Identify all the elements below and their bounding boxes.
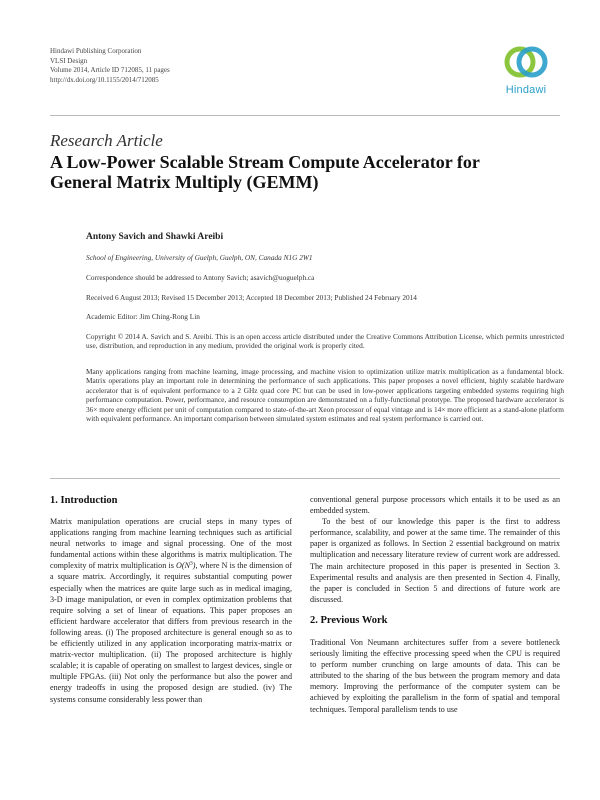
intro-text-a: Matrix manipulation operations are crucial steps in many types of applications ranging from machine learning techniques such as artificial neural networks to image and signal processing. One of the most fundamental actions within these algorithms is matrix multiplication. The complexity of matrix multiplication is xyxy=(50,517,292,571)
volume-info: Volume 2014, Article ID 712085, 11 pages xyxy=(50,66,170,74)
introduction-heading: 1. Introduction xyxy=(50,495,118,506)
publisher-name: Hindawi Publishing Corporation xyxy=(50,47,142,55)
hindawi-logo[interactable] xyxy=(494,42,558,104)
doi-link[interactable]: http://dx.doi.org/10.1155/2014/712085 xyxy=(50,75,159,84)
logo-text: Hindawi xyxy=(505,84,547,96)
complexity-math-close: ) xyxy=(192,561,196,571)
left-column xyxy=(50,494,292,705)
authors: Antony Savich and Shawki Areibi xyxy=(86,232,224,242)
header-divider xyxy=(50,115,560,116)
intro-paragraph-2: To the best of our knowledge this paper is the first to address performance, scalability, and power at the same time. The remainder of this paper is organized as follows. In Section 2 essential background on matrix multiplication and necessary literature review of current work are addressed. The main architecture proposed in this paper is presented in Section 3. Experimental results and analysis are then presented in Section 4. Finally, the paper is concluded in Section 5 and directions of future work are discussed. xyxy=(310,517,560,604)
publication-dates: Received 6 August 2013; Revised 15 December 2013; Accepted 18 December 2013; Published 24 February 2014 xyxy=(86,293,417,302)
previous-work-paragraph: Traditional Von Neumann architectures suffer from a severe bottleneck seriously limiting the effective processing speed when the CPU is required to perform number crunching on large amounts of data. This can be attributed to the sharing of the bus between the program memory and data memory. Improving the performance of the computer system can be achieved by exploiting the parallelism in the form of spatial and temporal techniques. Temporal parallelism tends to use xyxy=(310,637,560,714)
article-type: Research Article xyxy=(50,131,163,150)
academic-editor: Academic Editor: Jim Ching-Rong Lin xyxy=(86,312,200,321)
right-column xyxy=(310,494,560,715)
complexity-math: O(N xyxy=(176,561,190,571)
abstract: Many applications ranging from machine learning, image processing, and machine vision to optimization utilize matrix multiplication as a fundamental block. Matrix operations play an important role in determining the performance of such applications. This paper proposes a novel efficient, highly scalable hardware accelerator that is of equivalent performance to a 2 GHz quad core PC but can be used in low-power applications targeting embedded systems requiring high performance computation. Power, performance, and resource consumption are demonstrated on a fully-functional prototype. The proposed hardware accelerator is 36× more energy efficient per unit of computation compared to state-of-the-art Xeon processor of equal vintage and is 14× more efficient as a stand-alone platform with equivalent performance. An important comparison between simulated system estimates and real system performance is carried out. xyxy=(86,367,564,424)
abstract-divider xyxy=(50,478,560,479)
journal-name: VLSI Design xyxy=(50,56,88,65)
introduction-paragraph xyxy=(50,516,292,705)
publisher-info xyxy=(50,47,170,85)
affiliation: School of Engineering, University of Guelph, Guelph, ON, Canada N1G 2W1 xyxy=(86,253,313,262)
previous-work-heading: 2. Previous Work xyxy=(310,614,388,626)
correspondence: Correspondence should be addressed to Antony Savich; asavich@uoguelph.ca xyxy=(86,273,315,282)
intro-continuation: conventional general purpose processors which entails it to be used as an embedded system. xyxy=(310,495,560,516)
copyright-notice: Copyright © 2014 A. Savich and S. Areibi. This is an open access article distributed under the Creative Commons Attribution License, which permits unrestricted use, distribution, and reproduction in any medium, provided the original work is properly cited. xyxy=(86,332,564,351)
intro-text-b: , where N is the dimension of a square matrix. Accordingly, it requires substantial computing power especially when the matrices are quite large such as in medical imaging, 3-D image manipulation, or even in complex optimization problems that require solving a set of linear of equations. This paper proposes an efficient hardware accelerator that differs from previous research in the following areas. (i) The proposed architecture is general enough so as to be efficiently utilized in any application incorporating matrix-matrix or matrix-vector multiplication. (ii) The proposed architecture is highly scalable; it is capable of operating on smallest to largest devices, single or multiple FPGAs. (iii) Not only the performance but also the power and energy tradeoffs in using the proposed design are studied. (iv) The systems consume considerably less power than xyxy=(50,561,292,704)
complexity-exponent: 3 xyxy=(190,560,193,567)
hindawi-rings-icon xyxy=(503,42,549,82)
paper-title: A Low-Power Scalable Stream Compute Accelerator for General Matrix Multiply (GEMM) xyxy=(50,152,480,192)
